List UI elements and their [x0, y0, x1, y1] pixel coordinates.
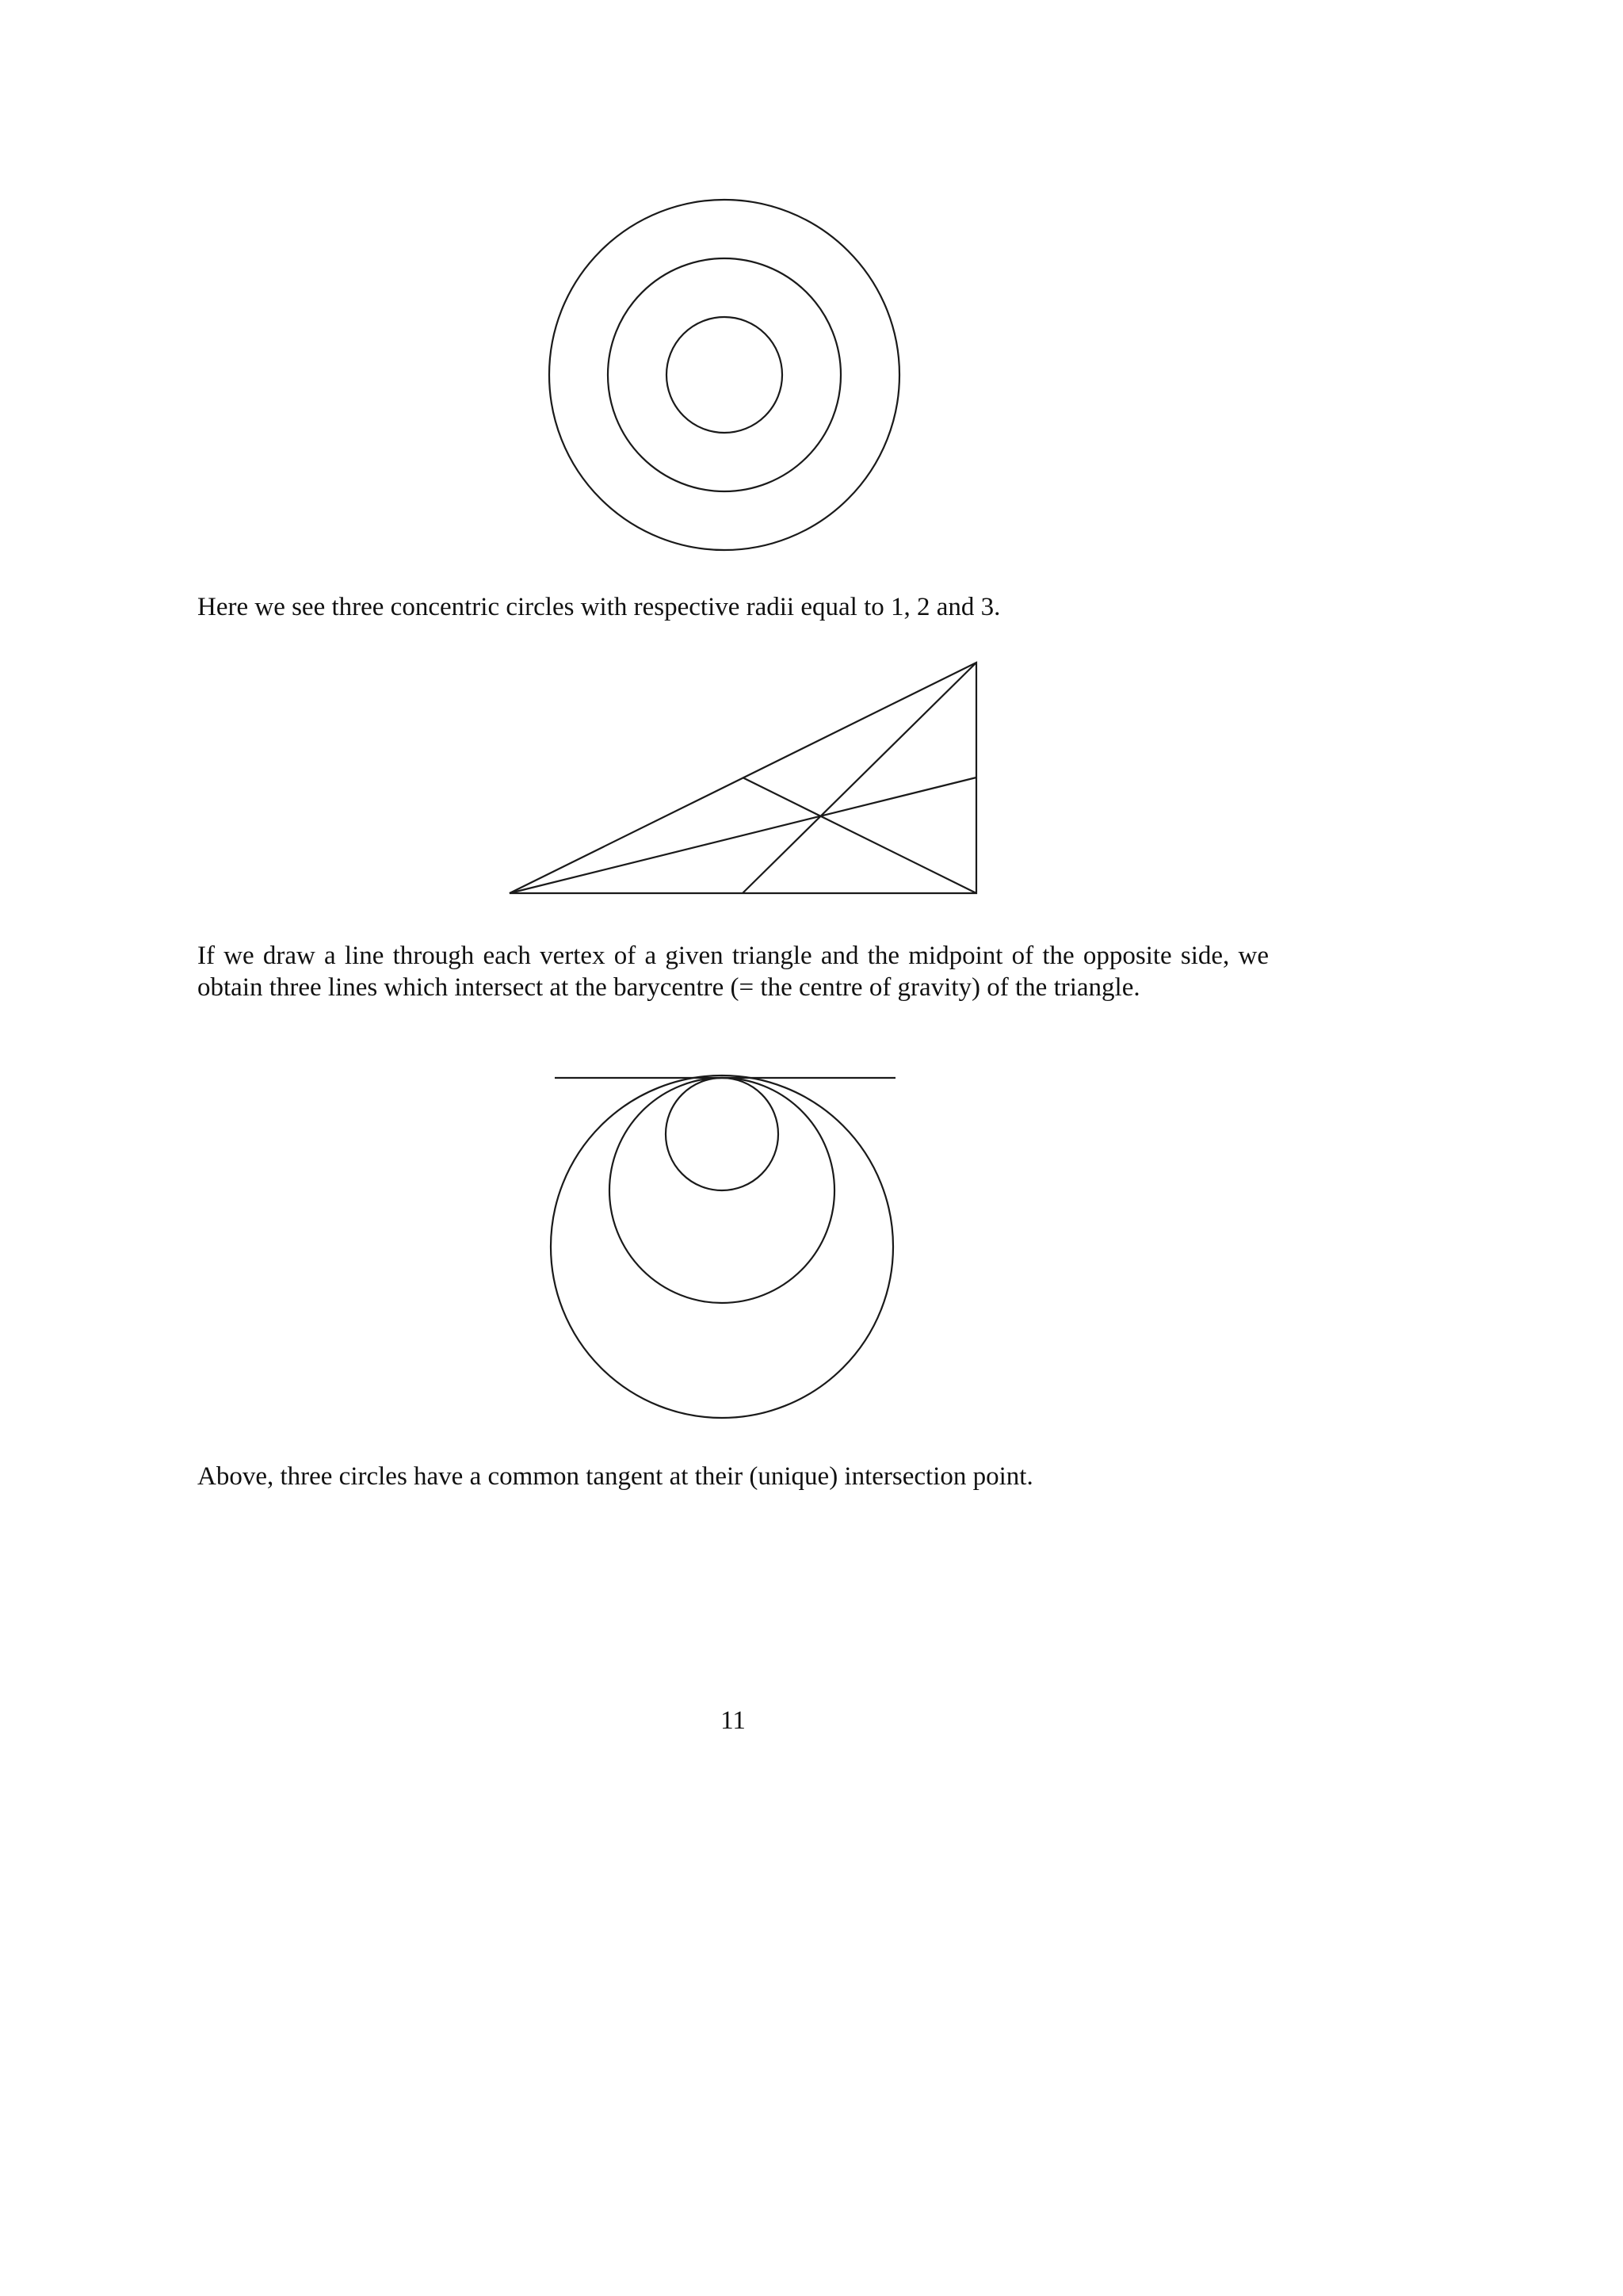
inner-circle: [666, 317, 782, 433]
small-circle: [666, 1078, 778, 1190]
median-from-left-vertex: [510, 777, 976, 893]
large-circle: [551, 1075, 893, 1418]
concentric-circles-figure: [549, 200, 899, 550]
page-number: 11: [720, 1706, 746, 1735]
triangle-medians-figure: [510, 663, 976, 893]
middle-circle: [608, 258, 841, 491]
concentric-circles-caption: Here we see three concentric circles with respective radii equal to 1, 2 and 3.: [197, 593, 1001, 621]
outer-circle: [549, 200, 899, 550]
median-from-top-vertex: [743, 663, 976, 893]
tangent-circles-figure: [551, 1075, 896, 1418]
barycentre-paragraph: If we draw a line through each vertex of a given triangle and the midpoint of the opposite side, we obtain three lines which intersect at the barycentre (= the centre of gravity) of the triangle.: [197, 942, 1269, 1002]
median-from-right-angle-vertex: [743, 777, 976, 893]
tangent-circles-caption: Above, three circles have a common tangent at their (unique) intersection point.: [197, 1462, 1033, 1491]
